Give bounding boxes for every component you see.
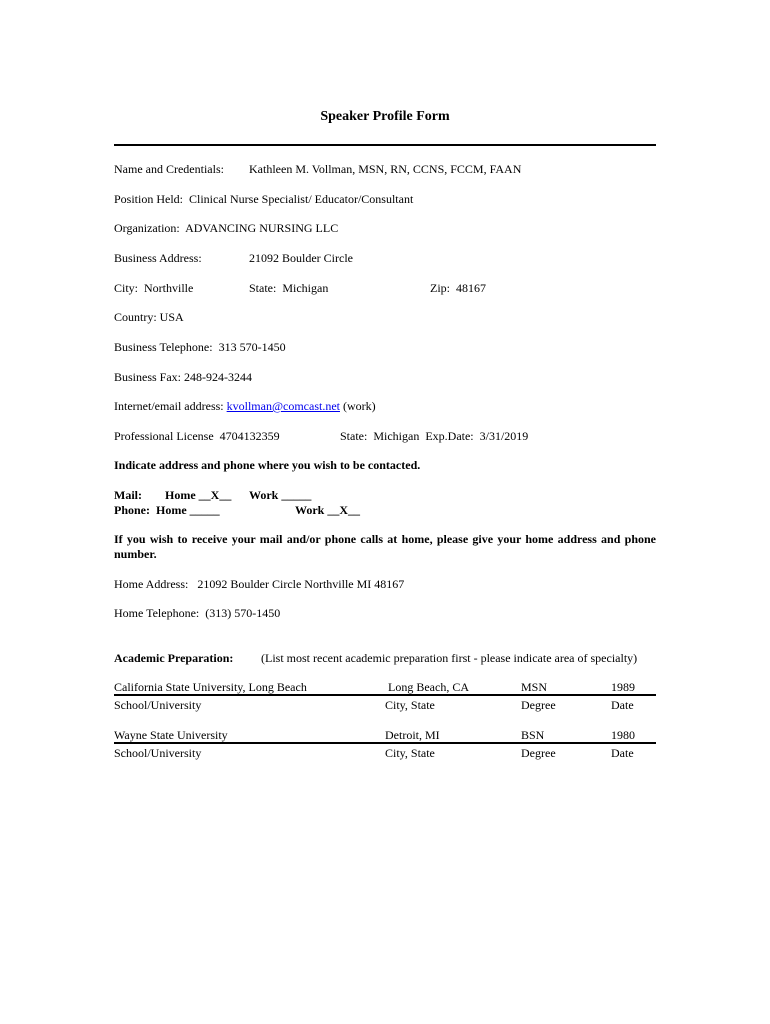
address-label: Business Address: (114, 251, 202, 265)
home-instruction: If you wish to receive your mail and/or phone calls at home, please give your home address and phone number. (114, 532, 656, 561)
entry-1-degree: MSN (521, 680, 548, 694)
entry-2-school-label: School/University (114, 746, 202, 760)
organization: Organization: ADVANCING NURSING LLC (114, 221, 339, 235)
title-rule (114, 144, 656, 146)
entry-1-school-label: School/University (114, 698, 202, 712)
country: Country: USA (114, 310, 184, 324)
entry-2-school: Wayne State University (114, 728, 228, 742)
entry-1-rule (114, 694, 656, 696)
home-telephone: Home Telephone: (313) 570-1450 (114, 606, 281, 620)
business-telephone: Business Telephone: 313 570-1450 (114, 340, 286, 354)
email-label: Internet/email address: (114, 399, 227, 413)
entry-1-city: Long Beach, CA (388, 680, 469, 694)
entry-2-date-label: Date (611, 746, 634, 760)
email-line (114, 399, 376, 414)
entry-1-degree-label: Degree (521, 698, 556, 712)
entry-1-city-label: City, State (385, 698, 435, 712)
mail-label: Mail: (114, 488, 142, 502)
entry-2-date: 1980 (611, 728, 635, 742)
position-held: Position Held: Clinical Nurse Specialist/ Educator/Consultant (114, 192, 414, 206)
entry-1-school: California State University, Long Beach (114, 680, 307, 694)
address-value: 21092 Boulder Circle (249, 251, 353, 265)
professional-license: Professional License 4704132359 (114, 429, 280, 443)
phone-work: Work __X__ (295, 503, 361, 517)
mail-work: Work _____ (249, 488, 312, 502)
home-address: Home Address: 21092 Boulder Circle Northville MI 48167 (114, 577, 405, 591)
form-title: Speaker Profile Form (320, 109, 450, 124)
state: State: Michigan (249, 281, 329, 295)
city: City: Northville (114, 281, 194, 295)
contact-heading: Indicate address and phone where you wish to be contacted. (114, 458, 421, 472)
name-label: Name and Credentials: (114, 162, 224, 176)
phone-home: Phone: Home _____ (114, 503, 220, 517)
entry-2-city: Detroit, MI (385, 728, 440, 742)
entry-2-degree: BSN (521, 728, 545, 742)
entry-1-date: 1989 (611, 680, 635, 694)
email-suffix: (work) (339, 399, 376, 413)
entry-2-city-label: City, State (385, 746, 435, 760)
license-state-exp: State: Michigan Exp.Date: 3/31/2019 (340, 429, 529, 443)
mail-home: Home __X__ (165, 488, 232, 502)
email-link[interactable]: kvollman@comcast.net (226, 399, 340, 413)
zip: Zip: 48167 (430, 281, 486, 295)
academic-heading: Academic Preparation: (114, 651, 234, 665)
entry-2-degree-label: Degree (521, 746, 556, 760)
entry-1-date-label: Date (611, 698, 634, 712)
name-value: Kathleen M. Vollman, MSN, RN, CCNS, FCCM, FAAN (249, 162, 522, 176)
entry-2-rule (114, 742, 656, 744)
academic-note: (List most recent academic preparation first - please indicate area of specialty) (261, 651, 638, 665)
business-fax: Business Fax: 248-924-3244 (114, 370, 252, 384)
